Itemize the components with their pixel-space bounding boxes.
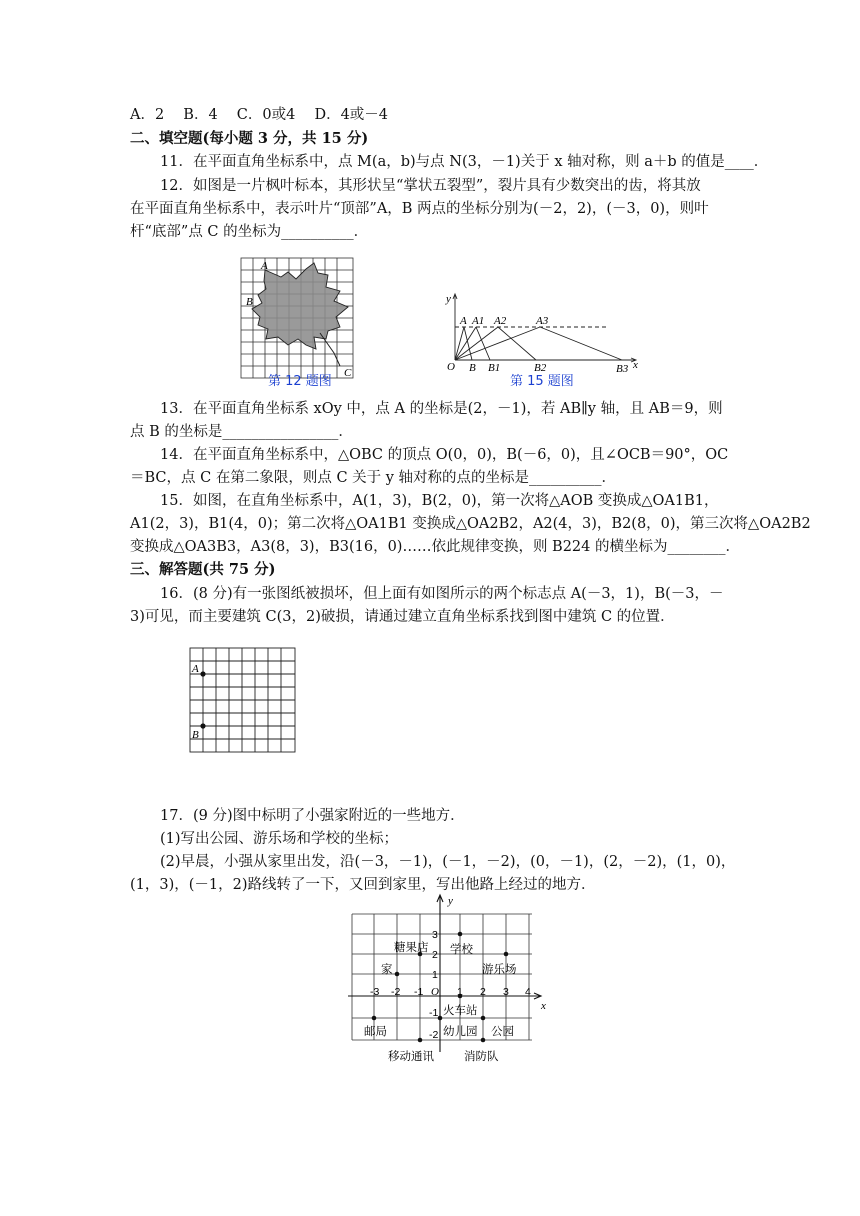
- fig17-ytick: 3: [432, 929, 438, 941]
- fig15-origin: O: [447, 361, 455, 373]
- point-b: [200, 723, 205, 728]
- figure-16-grid: [186, 645, 300, 755]
- place-station: 火车站: [443, 1003, 478, 1017]
- q10-options: A．2 B．4 C．0或4 D．4或－4: [130, 107, 389, 123]
- figure-15-diagram: [440, 290, 650, 380]
- fig17-ytick: -2: [429, 1029, 439, 1041]
- point-fire-station: [481, 1038, 486, 1043]
- point-kindergarten: [438, 1016, 443, 1021]
- question-17-line-4: (1，3)，(－1，2)路线转了一下，又回到家里，写出他路上经过的地方．: [130, 877, 596, 893]
- question-13-line-1: 13．在平面直角坐标系 xOy 中，点 A 的坐标是(2，－1)，若 AB∥y 轴，且 AB＝9，则: [160, 401, 723, 417]
- question-16-line-1: 16．(8 分)有一张图纸被损坏，但上面有如图所示的两个标志点 A(－3，1)，B(－3，－: [160, 586, 724, 602]
- fig17-xtick: 3: [503, 986, 509, 998]
- fig17-xtick: -2: [391, 986, 401, 998]
- point-post-office: [372, 1016, 377, 1021]
- place-amusement-park: 游乐场: [482, 962, 517, 976]
- question-14-line-2: ＝BC，点 C 在第二象限，则点 C 关于 y 轴对称的点的坐标是__________．: [130, 470, 617, 486]
- section-2-title: 二、填空题(每小题 3 分，共 15 分): [130, 130, 369, 147]
- question-17-line-3: (2)早晨，小强从家里出发，沿(－3，－1)，(－1，－2)，(0，－1)，(2，－2)，(1，0)，: [160, 854, 736, 870]
- fig17-ytick: 1: [432, 969, 438, 981]
- point-school: [458, 932, 463, 937]
- fig12-label-a: A: [261, 260, 268, 272]
- figure-12-caption: 第 12 题图: [268, 374, 332, 389]
- question-16-line-2: 3)可见，而主要建筑 C(3，2)破损，请通过建立直角坐标系找到图中建筑 C 的位置．: [130, 609, 675, 625]
- fig17-ytick: -1: [429, 1007, 439, 1019]
- question-17-line-2: (1)写出公园、游乐场和学校的坐标；: [160, 831, 399, 847]
- fig17-xtick: -1: [414, 986, 424, 998]
- fig17-xtick: 1: [457, 986, 463, 998]
- question-15-line-3: 变换成△OA3B3，A3(8，3)，B3(16，0)……依此规律变换，则 B224 的横坐标为________．: [130, 539, 740, 555]
- fig17-x-label: x: [541, 1000, 546, 1012]
- fig15-label-b2: B2: [534, 362, 547, 374]
- place-park: 公园: [491, 1024, 514, 1038]
- fig17-xtick: -3: [370, 986, 380, 998]
- figure-15-caption: 第 15 题图: [510, 374, 574, 389]
- place-home: 家: [381, 962, 393, 976]
- figure-17-map: [344, 892, 554, 1067]
- question-12-line-2: 在平面直角坐标系中，表示叶片“顶部”A，B 两点的坐标分别为(－2，2)，(－3，0)，则叶: [130, 201, 709, 217]
- fig16-label-a: A: [192, 663, 199, 675]
- fig17-origin: O: [431, 986, 439, 998]
- point-park: [481, 1016, 486, 1021]
- question-14-line-1: 14．在平面直角坐标系中，△OBC 的顶点 O(0，0)，B(－6，0)，且∠OCB＝90°，OC: [160, 447, 729, 463]
- point-amusement-park: [504, 952, 509, 957]
- fig15-x-label: x: [633, 359, 638, 371]
- question-15-line-2: A1(2，3)，B1(4，0)；第二次将△OA1B1 变换成△OA2B2，A2(4，3)，B2(8，0)，第三次将△OA2B2: [130, 516, 811, 532]
- fig15-label-a2: A2: [494, 315, 507, 327]
- fig12-label-c: C: [344, 367, 352, 379]
- fig15-label-b: B: [469, 362, 476, 374]
- fig17-xtick: 4: [525, 986, 531, 998]
- place-school: 学校: [450, 942, 473, 956]
- question-17-line-1: 17．(9 分)图中标明了小强家附近的一些地方．: [160, 808, 465, 824]
- point-home: [395, 972, 400, 977]
- place-fire-station: 消防队: [464, 1049, 499, 1063]
- fig17-ytick: 2: [432, 949, 438, 961]
- point-mobile: [418, 1038, 423, 1043]
- fig15-label-a3: A3: [536, 315, 549, 327]
- fig12-label-b: B: [246, 296, 253, 308]
- fig17-xtick: 2: [480, 986, 486, 998]
- maple-leaf-shape: [252, 263, 348, 349]
- fig15-label-a: A: [460, 315, 467, 327]
- question-11: 11．在平面直角坐标系中，点 M(a，b)与点 N(3，－1)关于 x 轴对称，则 a＋b 的值是____．: [160, 154, 769, 170]
- section-3-title: 三、解答题(共 75 分): [130, 561, 276, 578]
- place-post-office: 邮局: [364, 1024, 387, 1038]
- figure-12-maple-leaf: [236, 255, 360, 380]
- fig15-label-a1: A1: [472, 315, 485, 327]
- question-12-line-3: 杆“底部”点 C 的坐标为__________．: [130, 224, 369, 240]
- question-13-line-2: 点 B 的坐标是________________．: [130, 424, 353, 440]
- place-mobile: 移动通讯: [388, 1049, 434, 1063]
- fig15-y-label: y: [446, 293, 451, 305]
- point-a: [200, 671, 205, 676]
- place-kindergarten: 幼儿园: [443, 1024, 478, 1038]
- fig15-label-b3: B3: [616, 363, 629, 375]
- fig17-y-label: y: [448, 895, 453, 907]
- question-15-line-1: 15．如图，在直角坐标系中，A(1，3)，B(2，0)，第一次将△AOB 变换成△OA1B1，: [160, 493, 719, 509]
- fig16-label-b: B: [192, 729, 199, 741]
- question-12-line-1: 12．如图是一片枫叶标本，其形状呈“掌状五裂型”，裂片具有少数突出的齿，将其放: [160, 178, 701, 194]
- fig15-label-b1: B1: [488, 362, 501, 374]
- place-candy-store: 糖果店: [394, 940, 429, 954]
